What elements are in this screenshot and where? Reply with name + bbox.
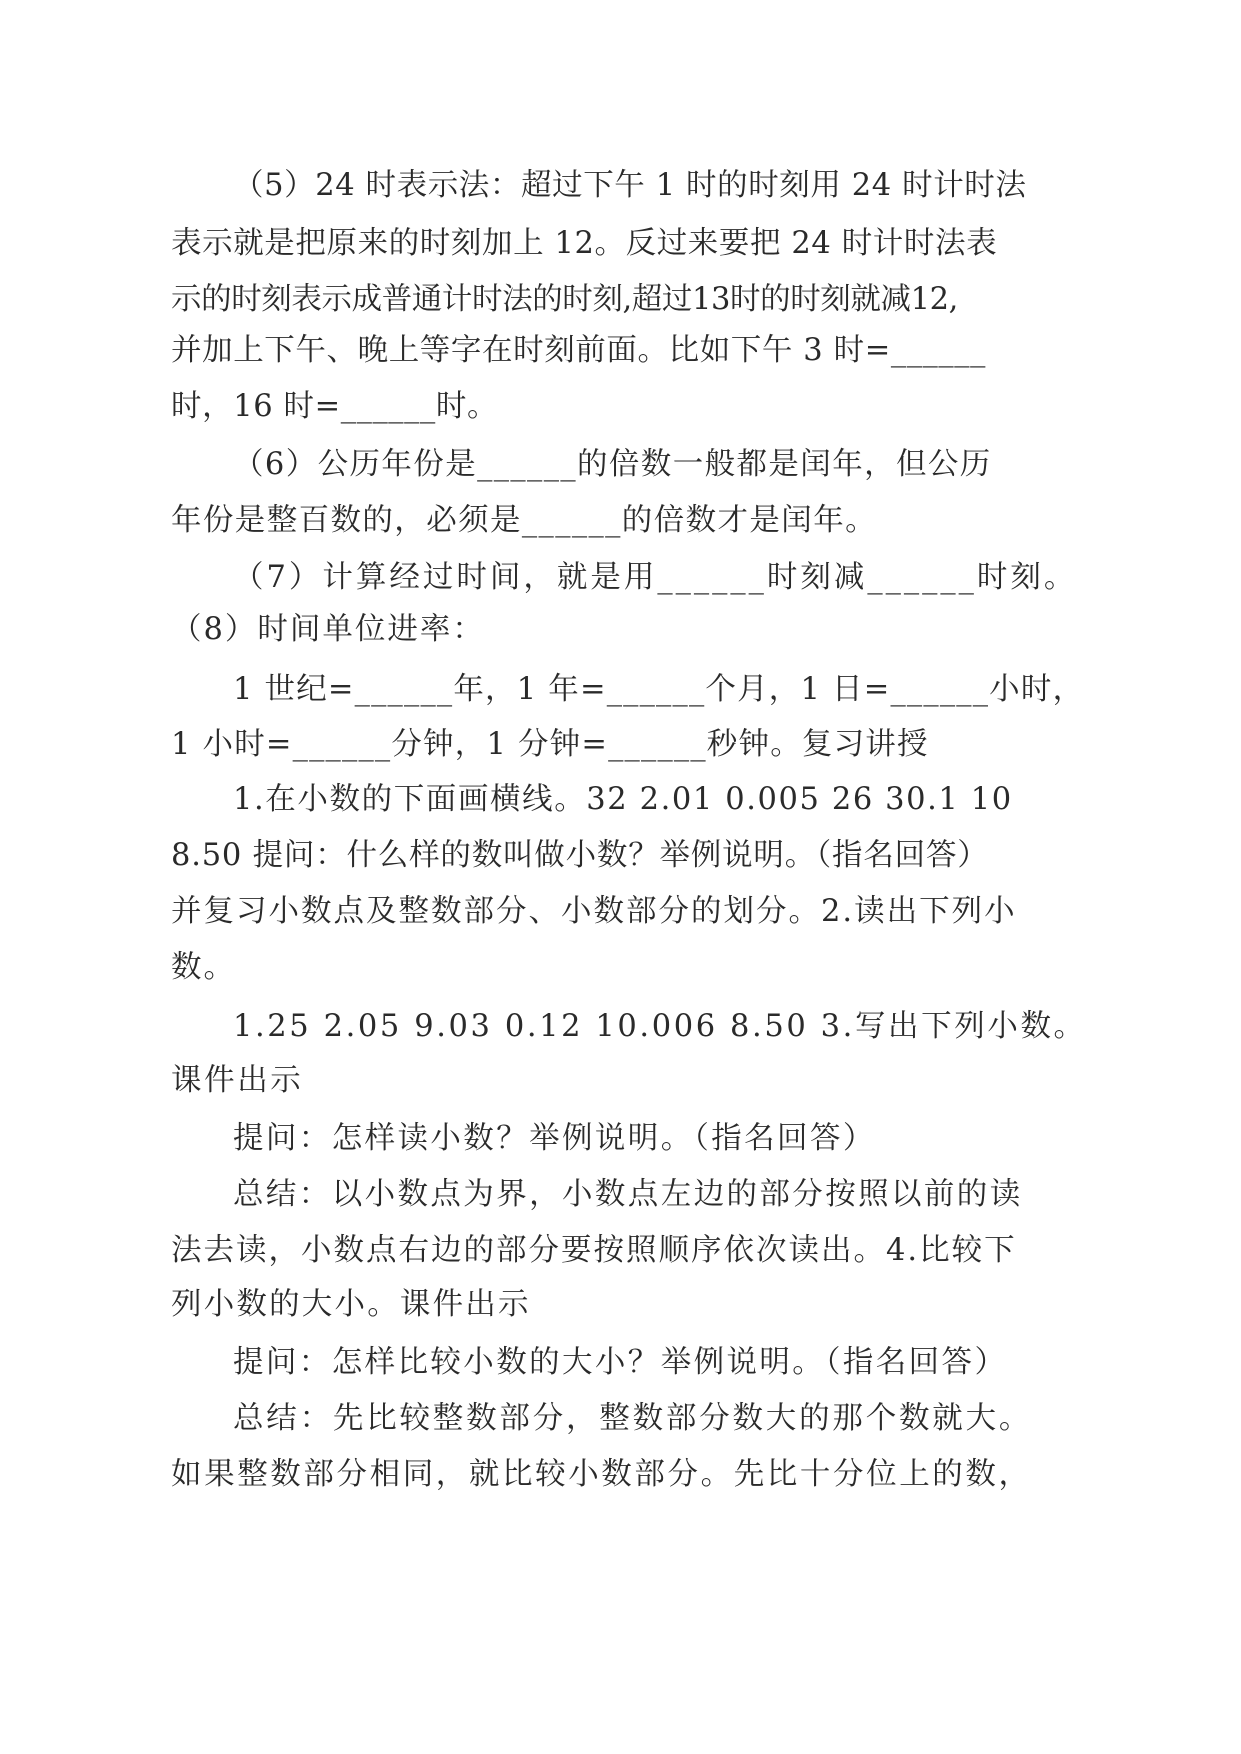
text-line: 总结：先比较整数部分，整数部分数大的那个数就大。 bbox=[233, 1401, 1033, 1436]
text-line: 总结：以小数点为界，小数点左边的部分按照以前的读 bbox=[233, 1177, 1023, 1212]
text-line: 时，16 时=______时。 bbox=[171, 389, 499, 424]
text-line: 1.在小数的下面画横线。32 2.01 0.005 26 30.1 10 bbox=[233, 782, 1013, 817]
text-line: 如果整数部分相同，就比较小数部分。先比十分位上的数， bbox=[171, 1457, 1032, 1492]
text-line: 1 小时=______分钟，1 分钟=______秒钟。复习讲授 bbox=[171, 727, 929, 762]
text-line: 提问：怎样比较小数的大小？举例说明。（指名回答） bbox=[233, 1345, 1008, 1380]
text-line: （7）计算经过时间，就是用______时刻减______时刻。 bbox=[233, 560, 1078, 595]
text-line: 并加上下午、晚上等字在时刻前面。比如下午 3 时=______ bbox=[171, 333, 986, 368]
text-line: 1 世纪=______年，1 年=______个月，1 日=______小时， bbox=[233, 672, 1085, 707]
text-line: 列小数的大小。课件出示 bbox=[171, 1287, 531, 1322]
text-line: 课件出示 bbox=[171, 1063, 304, 1098]
text-line: 并复习小数点及整数部分、小数部分的划分。2.读出下列小 bbox=[171, 894, 1017, 929]
text-line: 年份是整百数的，必须是______的倍数才是闰年。 bbox=[171, 503, 877, 538]
text-line: （8）时间单位进率： bbox=[171, 612, 485, 647]
text-line: （6）公历年份是______的倍数一般都是闰年，但公历 bbox=[233, 447, 992, 482]
text-line: 法去读，小数点右边的部分要按照顺序依次读出。4.比较下 bbox=[171, 1233, 1017, 1268]
text-line: 示的时刻表示成普通计时法的时刻,超过13时的时刻就减12, bbox=[171, 282, 958, 317]
text-line: （5）24 时表示法：超过下午 1 时的时刻用 24 时计时法 bbox=[233, 168, 1027, 203]
text-line: 表示就是把原来的时刻加上 12。反过来要把 24 时计时法表 bbox=[171, 226, 998, 261]
text-line: 提问：怎样读小数？举例说明。（指名回答） bbox=[233, 1121, 876, 1156]
text-line: 1.25 2.05 9.03 0.12 10.006 8.50 3.写出下列小数。 bbox=[233, 1009, 1087, 1044]
text-line: 数。 bbox=[171, 950, 236, 985]
text-line: 8.50 提问：什么样的数叫做小数？举例说明。（指名回答） bbox=[171, 838, 989, 873]
